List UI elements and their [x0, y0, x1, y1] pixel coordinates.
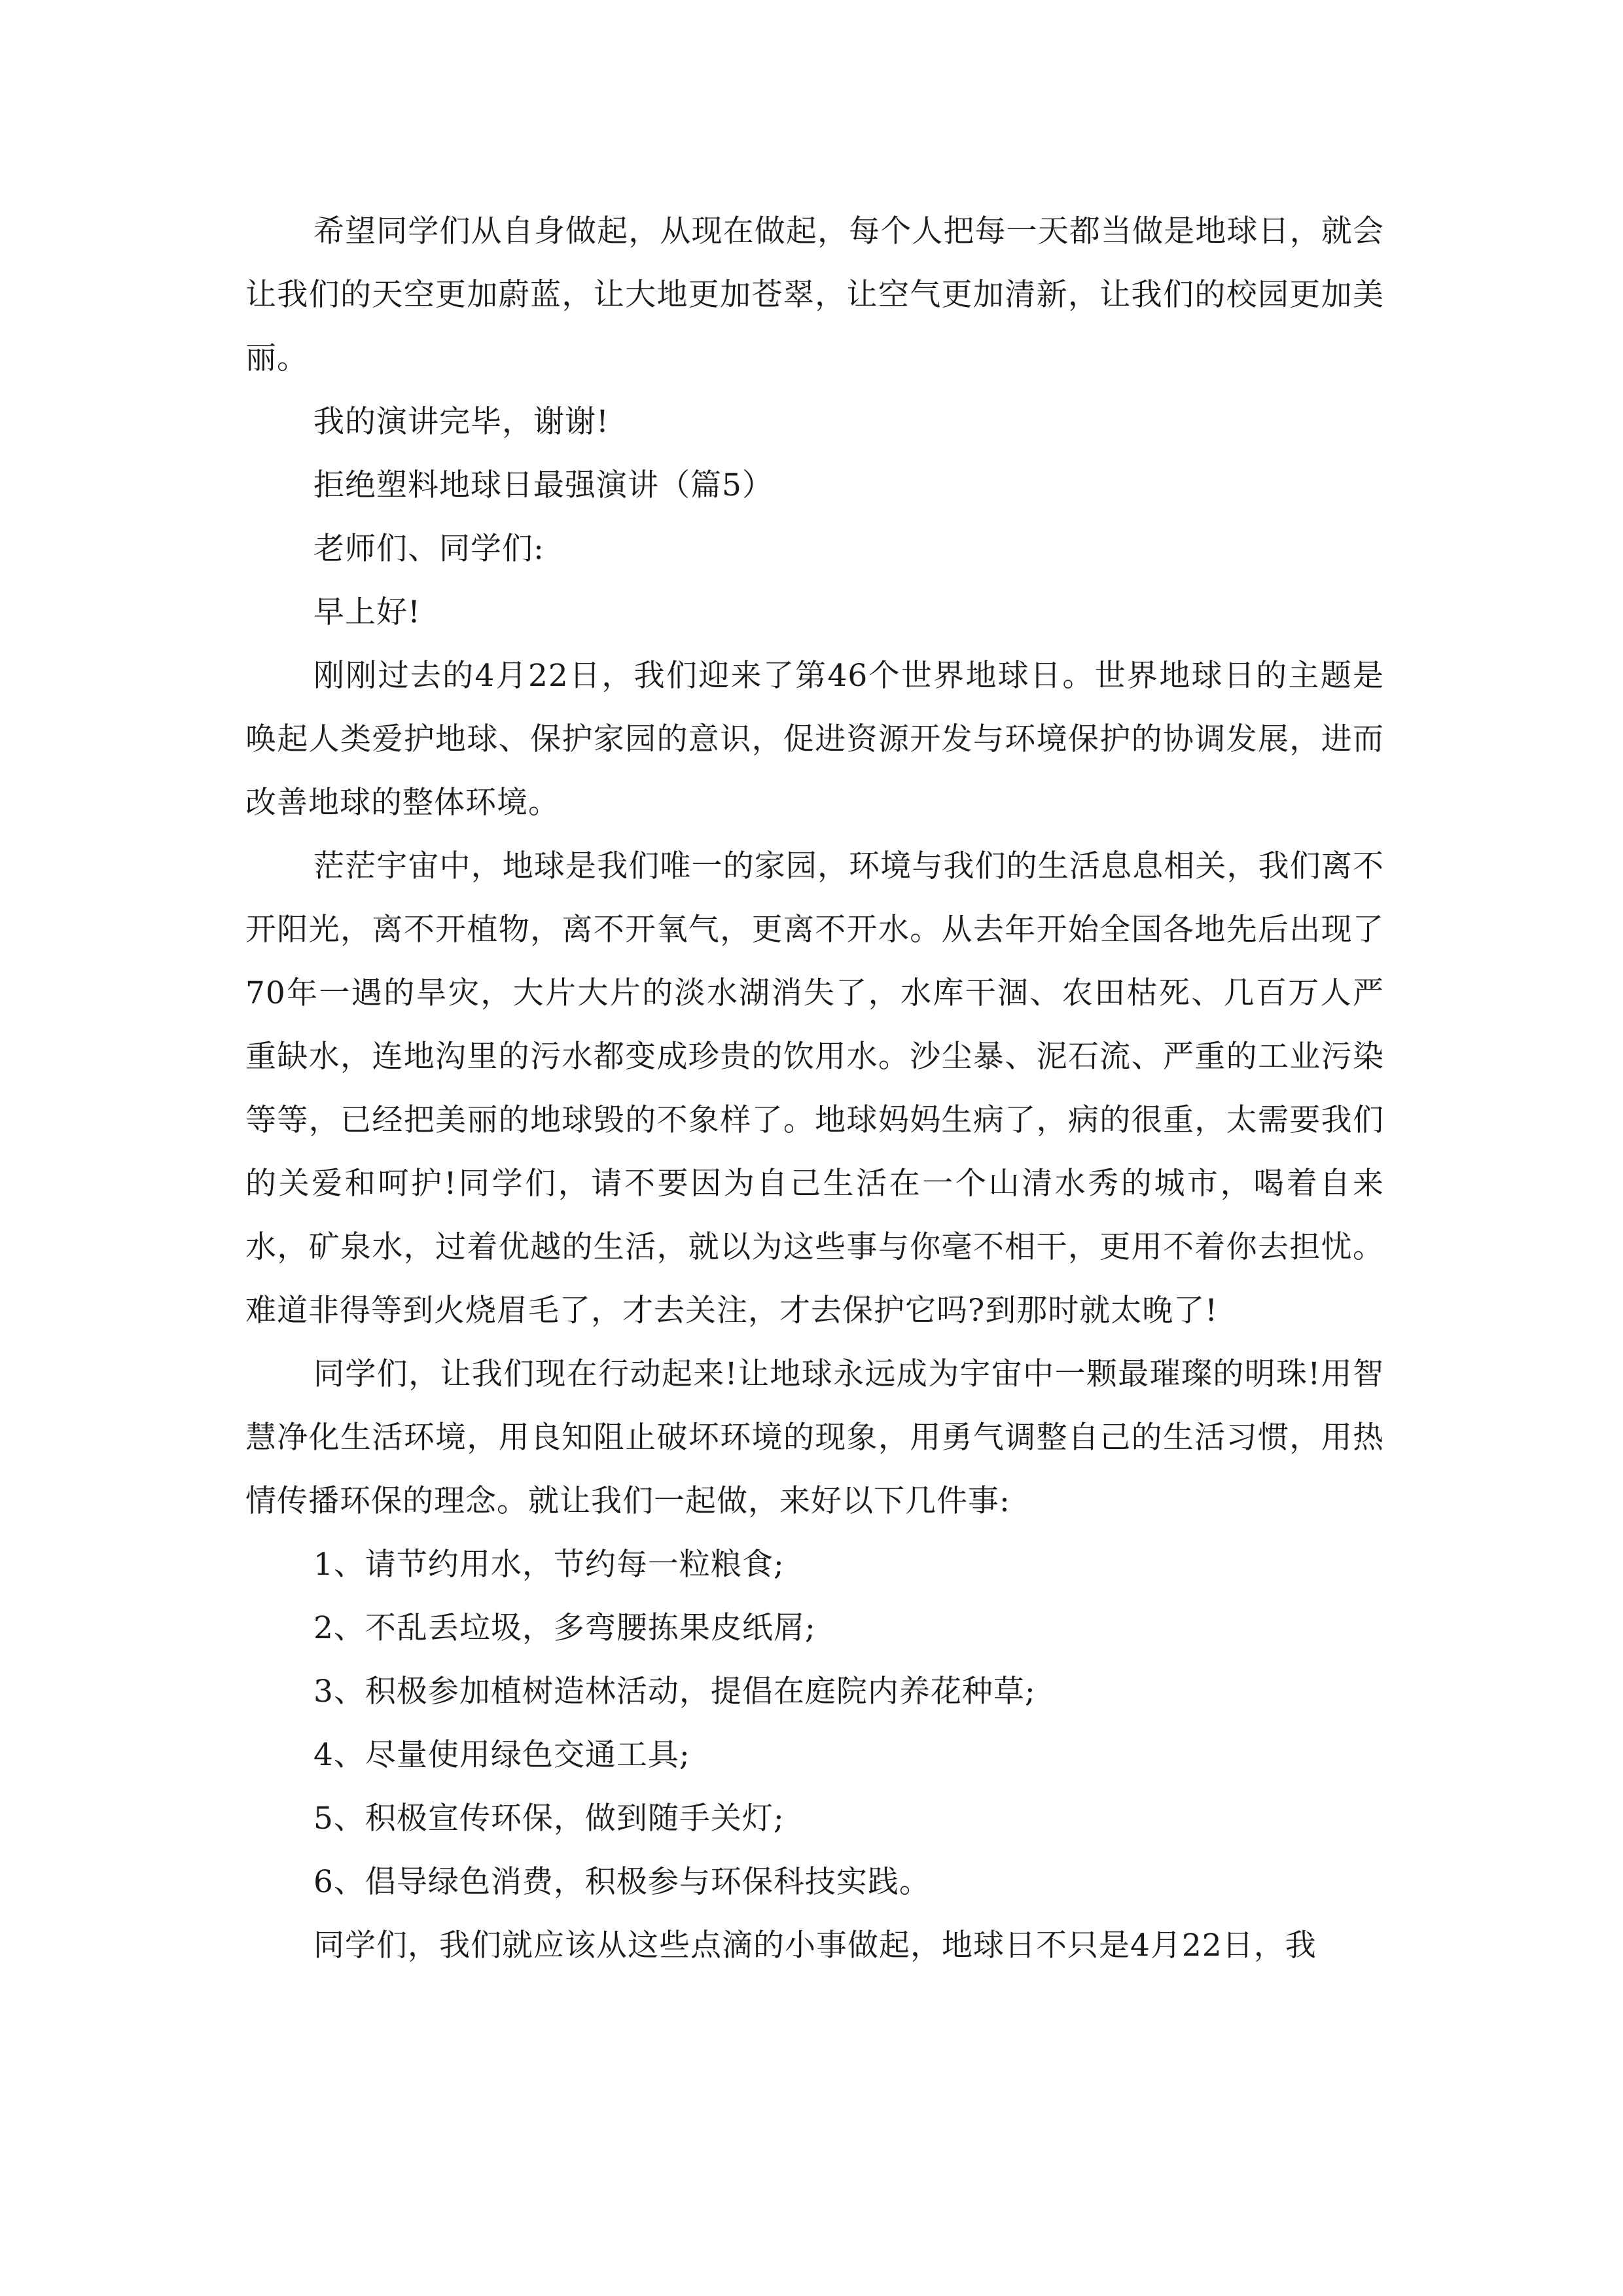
paragraph-call-to-action: 同学们，让我们现在行动起来!让地球永远成为宇宙中一颗最璀璨的明珠!用智慧净化生活环境，用良知阻止破坏环境的现象，用勇气调整自己的生活习惯，用热情传播环保的理念。就让我们一起做，来好以下几件事: [245, 1356, 1384, 1519]
list-item-3: 3、积极参加植树造林活动，提倡在庭院内养花种草; [313, 1674, 1036, 1710]
salutation: 老师们、同学们: [313, 531, 544, 567]
list-item-5: 5、积极宣传环保，做到随手关灯; [313, 1801, 785, 1837]
list-item-2: 2、不乱丢垃圾，多弯腰拣果皮纸屑; [313, 1610, 816, 1646]
speech-title: 拒绝塑料地球日最强演讲（篇5） [313, 467, 774, 503]
paragraph-earth-day-theme: 刚刚过去的4月22日，我们迎来了第46个世界地球日。世界地球日的主题是唤起人类爱护地球、保护家园的意识，促进资源开发与环境保护的协调发展，进而改善地球的整体环境。 [245, 658, 1384, 821]
document-page [245, 200, 1384, 1977]
list-item-6: 6、倡导绿色消费，积极参与环保科技实践。 [313, 1864, 931, 1900]
list-item-4: 4、尽量使用绿色交通工具; [313, 1737, 690, 1773]
greeting: 早上好! [313, 594, 421, 630]
list-item-1: 1、请节约用水，节约每一粒粮食; [313, 1547, 785, 1583]
paragraph-thanks: 我的演讲完毕，谢谢! [313, 404, 609, 440]
paragraph-environment: 茫茫宇宙中，地球是我们唯一的家园，环境与我们的生活息息相关，我们离不开阳光，离不开植物，离不开氧气，更离不开水。从去年开始全国各地先后出现了70年一遇的旱灾，大片大片的淡水湖消失了，水库干涸、农田枯死、几百万人严重缺水，连地沟里的污水都变成珍贵的饮用水。沙尘暴、泥石流、严重的工业污染等等，已经把美丽的地球毁的不象样了。地球妈妈生病了，病的很重，太需要我们的关爱和呵护!同学们，请不要因为自己生活在一个山清水秀的城市，喝着自来水，矿泉水，过着优越的生活，就以为这些事与你毫不相干，更用不着你去担忧。难道非得等到火烧眉毛了，才去关注，才去保护它吗?到那时就太晚了! [245, 848, 1384, 1329]
paragraph-final: 同学们，我们就应该从这些点滴的小事做起，地球日不只是4月22日，我 [313, 1928, 1317, 1964]
paragraph-closing-hope: 希望同学们从自身做起，从现在做起，每个人把每一天都当做是地球日，就会让我们的天空更加蔚蓝，让大地更加苍翠，让空气更加清新，让我们的校园更加美丽。 [245, 213, 1384, 376]
